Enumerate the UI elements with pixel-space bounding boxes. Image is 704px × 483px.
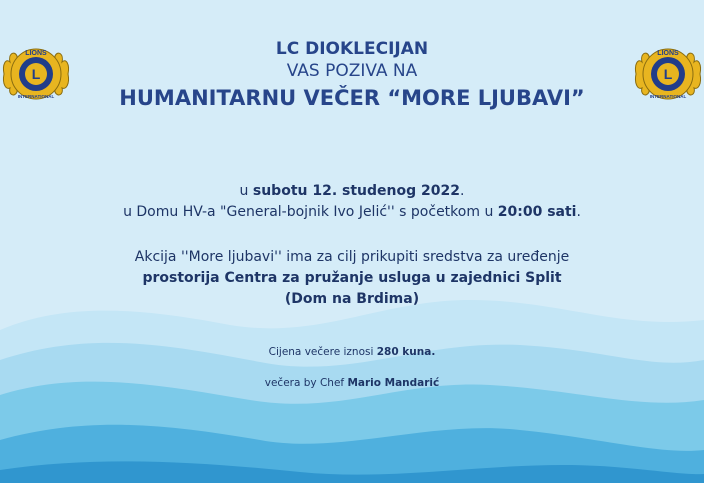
event-venue: u Domu HV-a "General-bojnik Ivo Jelić'' s početkom u xyxy=(123,204,498,220)
event-venue-line: u Domu HV-a "General-bojnik Ivo Jelić'' s početkom u 20:00 sati. xyxy=(123,204,581,220)
event-details xyxy=(0,181,704,223)
chef-name: Mario Mandarić xyxy=(347,377,440,389)
action-beneficiary-detail: (Dom na Brdima) xyxy=(284,291,420,307)
price-amount: 280 kuna. xyxy=(376,346,436,358)
organizer-name: LC DIOKLECIJAN xyxy=(275,39,429,59)
price-line: Cijena večere iznosi 280 kuna. xyxy=(268,346,436,358)
logo-letter: L xyxy=(31,66,41,82)
event-date-line: u subotu 12. studenog 2022. xyxy=(239,183,465,199)
logo-top-text: LIONS xyxy=(25,50,47,57)
event-title: HUMANITARNU VEČER “MORE LJUBAVI” xyxy=(119,86,585,110)
action-beneficiary: prostorija Centra za pružanje usluga u zajednici Split xyxy=(142,270,562,286)
event-time: 20:00 sati xyxy=(497,204,577,220)
invite-line: VAS POZIVA NA xyxy=(286,61,418,81)
action-description xyxy=(0,247,704,310)
invitation-header xyxy=(0,38,704,112)
action-intro: Akcija ''More ljubavi'' ima za cilj prikupiti sredstva za uređenje xyxy=(134,249,570,265)
logo-letter: L xyxy=(663,66,673,82)
logo-bottom-text: INTERNATIONAL xyxy=(17,94,55,99)
chef-line: večera by Chef Mario Mandarić xyxy=(264,377,440,389)
logo-top-text: LIONS xyxy=(657,50,679,57)
logo-bottom-text: INTERNATIONAL xyxy=(649,94,687,99)
event-date: subotu 12. studenog 2022 xyxy=(252,183,460,199)
